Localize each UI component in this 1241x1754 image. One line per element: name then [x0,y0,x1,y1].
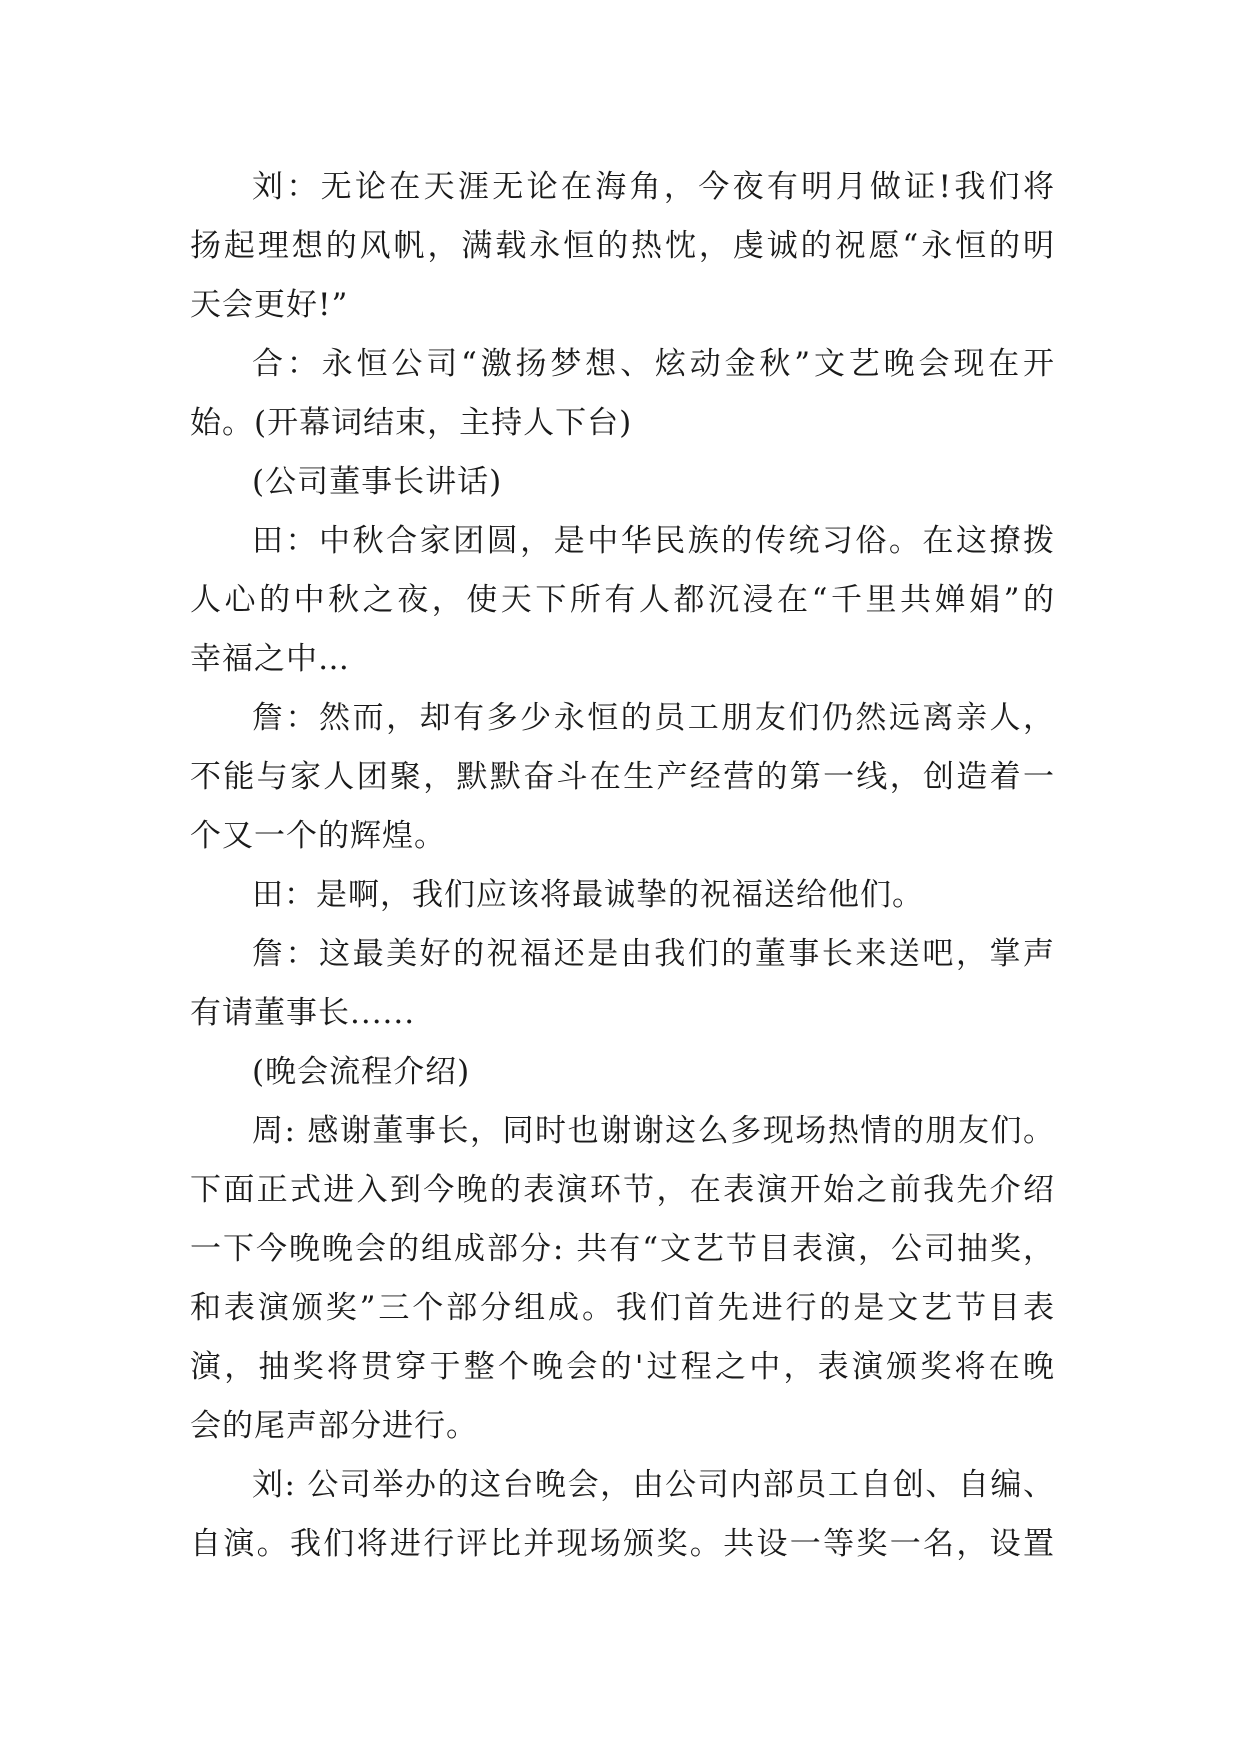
paragraph-9-line-4: 和表演颁奖”三个部分组成。我们首先进行的是文艺节目表 [190,1290,1055,1326]
paragraph-5-line-2: 不能与家人团聚，默默奋斗在生产经营的第一线，创造着一 [190,759,1055,795]
paragraph-7-line-1: 詹：这最美好的祝福还是由我们的董事长来送吧，掌声 [252,936,1055,972]
paragraph-1-line-1: 刘：无论在天涯无论在海角，今夜有明月做证!我们将 [252,169,1055,205]
paragraph-4-line-2: 人心的中秋之夜，使天下所有人都沉浸在“千里共婵娟”的 [190,582,1055,618]
paragraph-9-line-2: 下面正式进入到今晚的表演环节，在表演开始之前我先介绍 [190,1172,1055,1208]
paragraph-3-line-1: (公司董事长讲话) [252,464,503,500]
paragraph-4-line-1: 田：中秋合家团圆，是中华民族的传统习俗。在这撩拨 [252,523,1055,559]
paragraph-4-line-3: 幸福之中… [190,641,350,677]
paragraph-2-line-1: 合：永恒公司“激扬梦想、炫动金秋”文艺晚会现在开 [252,346,1055,382]
paragraph-9-line-5: 演，抽奖将贯穿于整个晚会的'过程之中，表演颁奖将在晚 [190,1349,1055,1385]
paragraph-9-line-3: 一下今晚晚会的组成部分: 共有“文艺节目表演，公司抽奖， [190,1231,1055,1267]
paragraph-10-line-1: 刘: 公司举办的这台晚会，由公司内部员工自创、自编、 [252,1467,1055,1503]
paragraph-5-line-3: 个又一个的辉煌。 [190,818,446,854]
paragraph-1-line-2: 扬起理想的风帆，满载永恒的热忱，虔诚的祝愿“永恒的明 [190,228,1055,264]
paragraph-5-line-1: 詹：然而，却有多少永恒的员工朋友们仍然远离亲人， [252,700,1055,736]
paragraph-6-line-1: 田：是啊，我们应该将最诚挚的祝福送给他们。 [252,877,924,913]
paragraph-9-line-1: 周: 感谢董事长，同时也谢谢这么多现场热情的朋友们。 [252,1113,1055,1149]
paragraph-1-line-3: 天会更好!” [190,287,349,323]
document-body [190,158,1055,1574]
paragraph-7-line-2: 有请董事长...... [190,995,416,1031]
paragraph-10-line-2: 自演。我们将进行评比并现场颁奖。共设一等奖一名，设置 [190,1526,1055,1562]
paragraph-8-line-1: (晚会流程介绍) [252,1054,471,1090]
paragraph-2-line-2: 始。(开幕词结束，主持人下台) [190,405,633,441]
paragraph-9-line-6: 会的尾声部分进行。 [190,1408,478,1444]
